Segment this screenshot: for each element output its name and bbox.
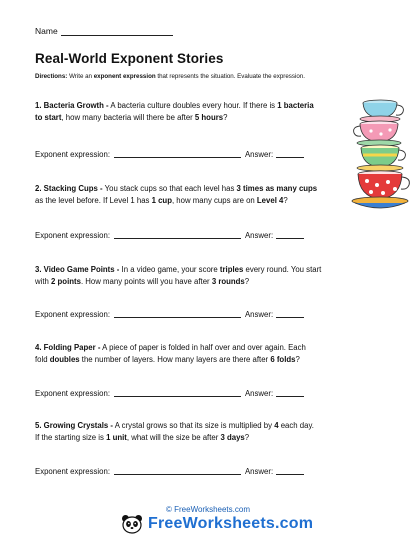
problem-4-line-2 — [35, 354, 306, 366]
expression-label: Exponent expression: — [35, 310, 110, 319]
expression-label: Exponent expression: — [35, 231, 110, 240]
problem-5 — [35, 420, 314, 443]
problem-3-text: ? — [244, 276, 250, 286]
problem-3-heading: 3. Video Game Points - — [35, 265, 120, 274]
problem-2-text: You stack cups so that each level has — [102, 184, 237, 193]
problem-5-line-2 — [35, 432, 314, 444]
footer-copyright-link[interactable]: © FreeWorksheets.com — [166, 505, 250, 514]
expression-blank[interactable] — [114, 149, 241, 158]
answer-row-2 — [35, 230, 304, 240]
problem-3-line-2 — [35, 276, 321, 288]
problem-1-text: ? — [223, 112, 228, 122]
problem-3-text: every round. You start — [243, 265, 322, 274]
answer-label: Answer: — [244, 231, 274, 240]
problem-5-bold: 3 days — [220, 432, 245, 442]
answer-label: Answer: — [244, 389, 274, 398]
expression-blank[interactable] — [114, 466, 241, 475]
answer-blank[interactable] — [276, 309, 304, 318]
problem-1-bold: to start — [35, 112, 62, 122]
problem-3-text: . How many points will you have after — [80, 276, 212, 286]
problem-5-text: A crystal grows so that its size is multiplied by — [113, 421, 275, 430]
page-title: Real-World Exponent Stories — [35, 51, 224, 66]
problem-4-text: ? — [295, 354, 300, 364]
answer-label: Answer: — [244, 150, 274, 159]
problem-3-bold: triples — [219, 265, 244, 274]
problem-2-text: ? — [283, 195, 288, 205]
problem-1-line-1 — [35, 100, 314, 112]
panda-logo-icon — [121, 514, 143, 534]
problem-1-bold: 1 bacteria — [277, 101, 314, 110]
problem-2-text: , how many cups are on — [171, 195, 257, 205]
problem-4 — [35, 342, 306, 365]
expression-label: Exponent expression: — [35, 389, 110, 398]
expression-label: Exponent expression: — [35, 150, 110, 159]
answer-row-3 — [35, 309, 304, 319]
name-field[interactable] — [61, 26, 173, 36]
expression-blank[interactable] — [114, 230, 241, 239]
problem-1-text: , how many bacteria will there be after — [61, 112, 195, 122]
expression-blank[interactable] — [114, 388, 241, 397]
problem-5-text: , what will the size be after — [126, 432, 221, 442]
problem-1-heading: 1. Bacteria Growth - — [35, 101, 109, 110]
problem-5-text: ? — [244, 432, 250, 442]
problem-4-heading: 4. Folding Paper - — [35, 343, 101, 352]
problem-3-line-1 — [35, 264, 321, 276]
name-field-row — [35, 26, 173, 36]
problem-5-heading: 5. Growing Crystals - — [35, 421, 113, 430]
expression-label: Exponent expression: — [35, 467, 110, 476]
problem-2-bold: Level 4 — [256, 195, 284, 205]
problem-2-heading: 2. Stacking Cups - — [35, 184, 103, 193]
footer-logo-text: FreeWorksheets.com — [148, 515, 314, 532]
problem-4-text: the number of layers. How many layers are there after — [79, 354, 271, 364]
problem-3-text: In a video game, your score — [119, 265, 220, 274]
directions-label: Directions: — [35, 73, 68, 80]
problem-5-bold: 1 unit — [106, 432, 127, 442]
problem-5-text: each day. — [278, 421, 314, 430]
problem-4-bold: doubles — [49, 354, 80, 364]
answer-row-4 — [35, 388, 304, 398]
problem-4-bold: 6 folds — [270, 354, 296, 364]
problem-3 — [35, 264, 321, 287]
directions-text-after: that represents the situation. Evaluate the expression. — [157, 73, 305, 80]
answer-blank[interactable] — [276, 388, 304, 397]
problem-3-bold: 2 points — [51, 276, 81, 286]
expression-blank[interactable] — [114, 309, 241, 318]
problem-2-bold: 1 cup — [151, 195, 172, 205]
problem-3-text: with — [35, 276, 52, 286]
answer-label: Answer: — [244, 467, 274, 476]
directions-emphasis: exponent expression — [93, 73, 156, 80]
problem-2-line-2 — [35, 195, 317, 207]
answer-row-5 — [35, 466, 304, 476]
problem-2-text: as the level before. If Level 1 has — [35, 195, 152, 205]
problem-4-line-1 — [35, 342, 306, 354]
answer-blank[interactable] — [276, 466, 304, 475]
problem-4-text: A piece of paper is folded in half over and over again. Each — [100, 343, 306, 352]
problem-5-line-1 — [35, 420, 314, 432]
answer-blank[interactable] — [276, 230, 304, 239]
problem-4-text: fold — [35, 354, 50, 364]
problem-5-bold: 4 — [274, 421, 279, 430]
problem-1-text: A bacteria culture doubles every hour. If there is — [108, 101, 278, 110]
answer-blank[interactable] — [276, 149, 304, 158]
problem-1-bold: 5 hours — [194, 112, 224, 122]
answer-row-1 — [35, 149, 304, 159]
problem-2-bold: 3 times as many cups — [236, 184, 318, 193]
problem-2-line-1 — [35, 183, 317, 195]
problem-3-bold: 3 rounds — [211, 276, 245, 286]
answer-label: Answer: — [244, 310, 274, 319]
name-label: Name — [35, 26, 58, 36]
directions-text-before: Write an — [69, 73, 92, 80]
stacked-teacups-icon — [349, 93, 411, 223]
problem-2 — [35, 183, 317, 206]
problem-5-text: If the starting size is — [35, 432, 107, 442]
footer-logo[interactable] — [121, 514, 313, 534]
problem-1 — [35, 100, 314, 123]
problem-1-line-2 — [35, 112, 314, 124]
directions — [35, 73, 385, 80]
